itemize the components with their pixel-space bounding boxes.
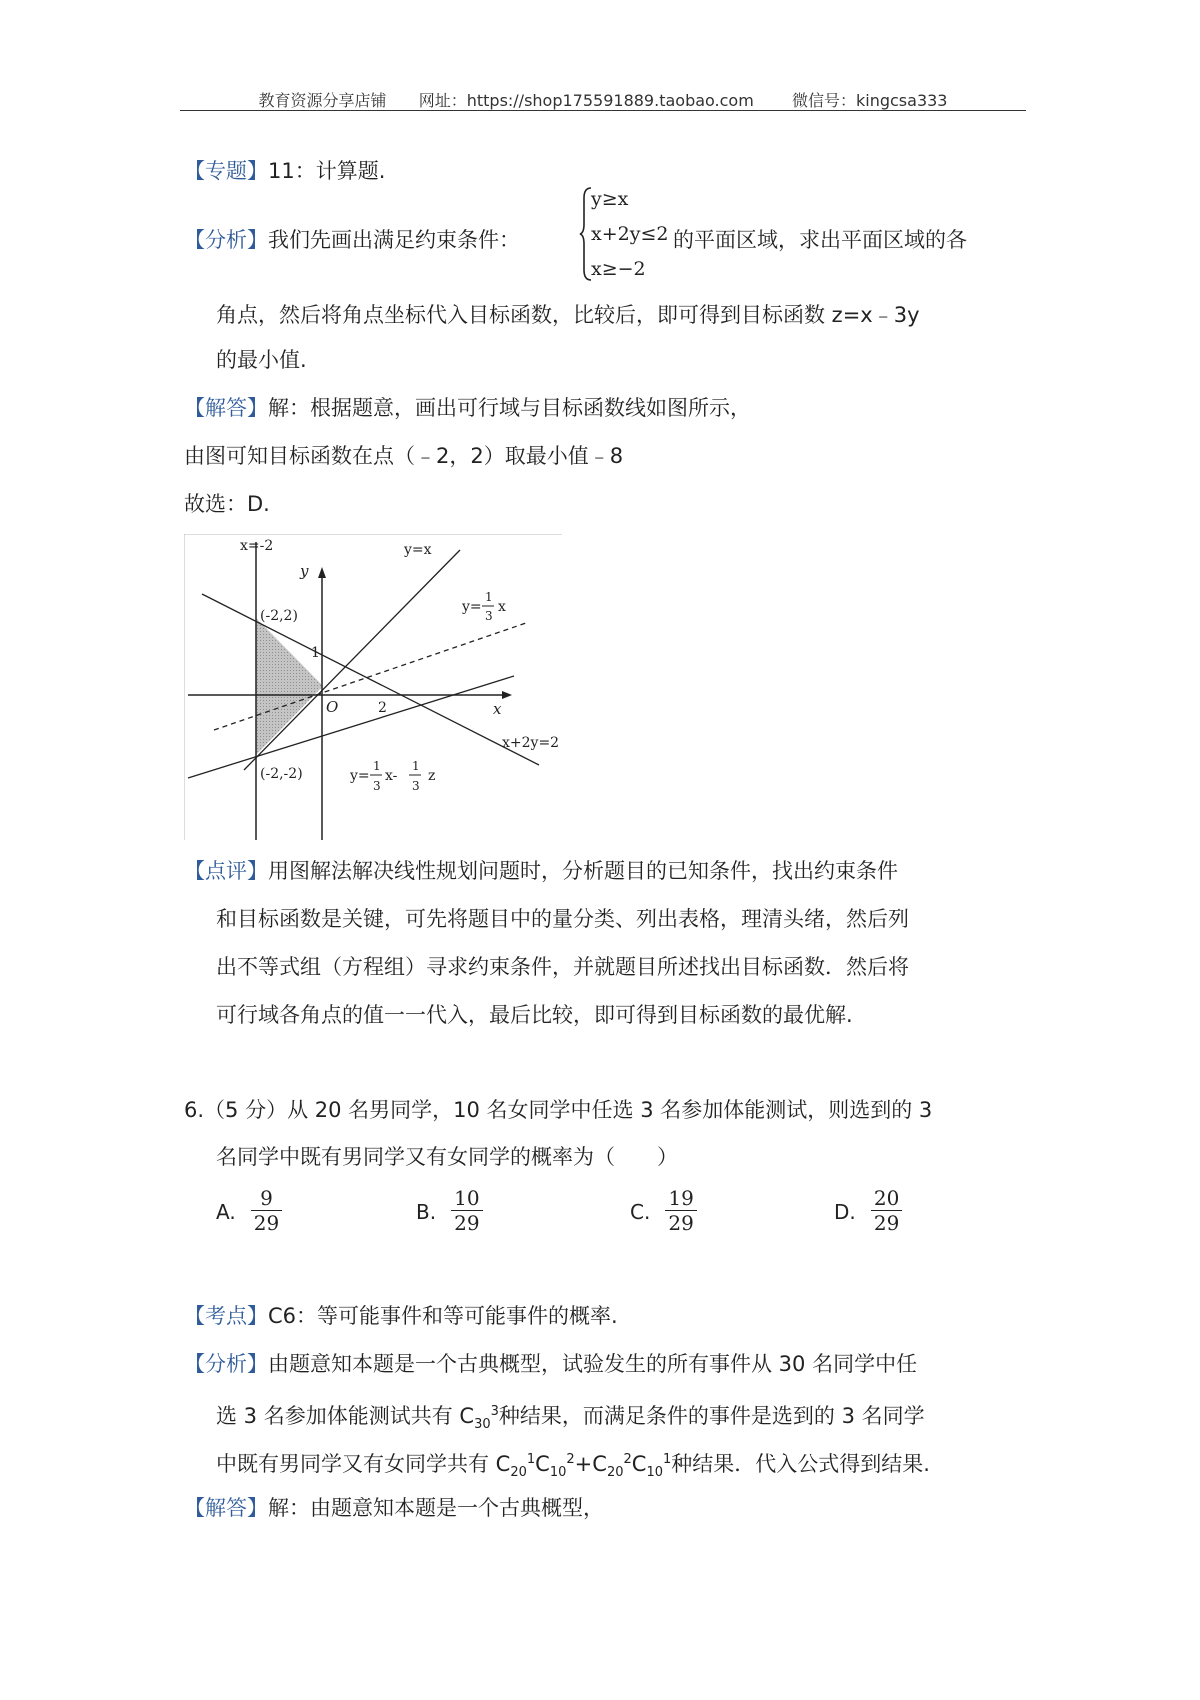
analysis-tag: 【分析】 xyxy=(184,228,268,252)
constraint-3: x≥−2 xyxy=(591,258,646,280)
q6-analysis-tag: 【分析】 xyxy=(184,1352,268,1376)
option-a-fraction xyxy=(251,1186,282,1235)
q6-analysis-text-3b: 种结果．代入公式得到结果. xyxy=(671,1452,930,1476)
label-dashed-frac-num: 1 xyxy=(485,590,493,604)
q6-analysis-text-2a: 选 3 名参加体能测试共有 C xyxy=(216,1404,475,1428)
option-c[interactable] xyxy=(630,1186,697,1235)
label-origin: O xyxy=(326,698,339,716)
wechat-label: 微信号： xyxy=(791,91,856,110)
constraint-1: y≥x xyxy=(591,188,629,210)
analysis-text-3: 的最小值. xyxy=(216,348,307,372)
c20-sup-2: 2 xyxy=(623,1452,632,1467)
answer-line-1 xyxy=(184,393,751,423)
answer-text-1: 解：根据题意，画出可行域与目标函数线如图所示， xyxy=(268,396,751,420)
q6-stem-1: 6.（5 分）从 20 名男同学，10 名女同学中任选 3 名参加体能测试，则选到的 3 xyxy=(184,1098,933,1122)
comment-text-2: 和目标函数是关键，可先将题目中的量分类、列出表格，理清头绪，然后列 xyxy=(216,907,909,931)
q6-analysis-text-2b: 种结果，而满足条件的事件是选到的 3 名同学 xyxy=(498,1404,925,1428)
constraint-2: x+2y≤2 xyxy=(591,223,669,245)
analysis-text-1b: 的平面区域，求出平面区域的各 xyxy=(673,228,967,252)
c20-sub-2: 20 xyxy=(606,1465,624,1481)
q6-answer-tag: 【解答】 xyxy=(184,1496,268,1520)
c20-sup-1: 1 xyxy=(526,1452,536,1467)
label-one: 1 xyxy=(311,645,320,661)
label-dashed-prefix: y= xyxy=(462,599,482,615)
answer-text-2: 由图可知目标函数在点（﹣2，2）取最小值﹣8 xyxy=(184,444,624,468)
label-dashed-x: x xyxy=(498,599,506,615)
kaodian-line xyxy=(184,1301,618,1331)
q6-analysis-line-1 xyxy=(184,1349,917,1379)
option-a-letter: A. xyxy=(216,1200,236,1224)
analysis-text-2: 角点，然后将角点坐标代入目标函数，比较后，即可得到目标函数 z=x﹣3y xyxy=(216,303,920,327)
comment-text-1: 用图解法解决线性规划问题时，分析题目的已知条件，找出约束条件 xyxy=(268,859,898,883)
option-d-den: 29 xyxy=(873,1211,900,1235)
comment-line-1 xyxy=(184,856,898,886)
q6-answer-line-1 xyxy=(184,1493,604,1523)
option-a[interactable] xyxy=(216,1186,282,1235)
comment-tag: 【点评】 xyxy=(184,859,268,883)
option-d-letter: D. xyxy=(834,1200,856,1224)
comment-text-4: 可行域各角点的值一一代入，最后比较，即可得到目标函数的最优解. xyxy=(216,1003,853,1027)
option-c-den: 29 xyxy=(668,1211,694,1235)
option-b-den: 29 xyxy=(454,1211,480,1235)
q6-analysis-line-3: 中既有男同学又有女同学共有 $C_{20}^1C_{10}^2+C_{20}^2C_{10}^1$种结果．代入公式得到结果. xyxy=(216,1452,930,1481)
c10-sub-1: 10 xyxy=(549,1465,567,1481)
q6-stem-2: 名同学中既有男同学又有女同学的概率为（ ） xyxy=(216,1145,678,1169)
label-two: 2 xyxy=(378,700,387,716)
shop-name: 教育资源分享店铺 xyxy=(258,91,387,110)
q6-answer-text-1: 解：由题意知本题是一个古典概型， xyxy=(268,1496,604,1520)
analysis-line-1 xyxy=(184,225,520,255)
url-label: 网址： xyxy=(418,91,467,110)
option-d[interactable] xyxy=(834,1186,902,1235)
comment-text-3: 出不等式组（方程组）寻求约束条件，并就题目所述找出目标函数．然后将 xyxy=(216,955,909,979)
label-point-bottom: (-2,-2) xyxy=(260,766,303,782)
wechat-id: kingcsa333 xyxy=(856,91,948,110)
graph-svg xyxy=(184,534,562,840)
option-a-den: 29 xyxy=(253,1211,280,1235)
plus-sign: + xyxy=(574,1452,593,1476)
q6-options xyxy=(216,1186,936,1242)
c30-sub: 30 xyxy=(474,1417,491,1433)
option-b-letter: B. xyxy=(416,1200,437,1224)
option-b[interactable] xyxy=(416,1186,483,1235)
c10-sub-2: 10 xyxy=(646,1465,663,1481)
label-dashed-frac-den: 3 xyxy=(485,609,493,623)
label-y-eq-x: y=x xyxy=(404,542,432,558)
label-obj-z: z xyxy=(428,768,436,784)
c30-sup: 3 xyxy=(490,1404,499,1419)
answer-text-3: 故选：D. xyxy=(184,492,270,516)
label-obj-mid: x- xyxy=(385,768,398,784)
graph-background xyxy=(184,534,562,840)
topic-tag: 【专题】 xyxy=(184,159,268,183)
label-x-axis: x xyxy=(493,700,502,718)
header-rule xyxy=(180,110,1026,111)
option-b-num: 10 xyxy=(451,1186,482,1211)
kaodian-tag: 【考点】 xyxy=(184,1304,268,1328)
label-y-axis: y xyxy=(300,562,309,580)
answer-tag: 【解答】 xyxy=(184,396,268,420)
topic-line xyxy=(184,156,385,186)
option-d-fraction xyxy=(871,1186,902,1235)
label-obj-prefix: y= xyxy=(350,768,370,784)
c10-sup-2: 2 xyxy=(566,1452,575,1467)
q6-analysis-text-3a: 中既有男同学又有女同学共有 C xyxy=(216,1452,511,1476)
option-d-num: 20 xyxy=(871,1186,902,1211)
option-c-fraction xyxy=(665,1186,696,1235)
option-c-letter: C. xyxy=(630,1200,651,1224)
label-obj-frac1-num: 1 xyxy=(373,759,381,773)
analysis-text-1: 我们先画出满足约束条件： xyxy=(268,228,520,252)
option-b-fraction xyxy=(451,1186,482,1235)
label-line-c: x+2y=2 xyxy=(502,735,560,751)
option-c-num: 19 xyxy=(665,1186,696,1211)
label-obj-frac2-num: 1 xyxy=(412,759,420,773)
c20-sub-1: 20 xyxy=(510,1465,527,1481)
kaodian-text: C6：等可能事件和等可能事件的概率. xyxy=(268,1304,618,1328)
label-obj-frac2-den: 3 xyxy=(412,779,420,793)
feasible-region-graph xyxy=(184,534,562,840)
shop-url[interactable]: https://shop175591889.taobao.com xyxy=(466,91,754,110)
page-header xyxy=(180,88,1026,111)
option-a-num: 9 xyxy=(251,1186,282,1211)
q6-analysis-line-2 xyxy=(216,1397,925,1440)
topic-text: 11：计算题. xyxy=(268,159,386,183)
label-point-top: (-2,2) xyxy=(260,608,298,624)
q6-analysis-text-1: 由题意知本题是一个古典概型，试验发生的所有事件从 30 名同学中任 xyxy=(268,1352,918,1376)
label-obj-frac1-den: 3 xyxy=(373,779,381,793)
label-x-neg2: x=-2 xyxy=(240,538,274,554)
c10-sup-1: 1 xyxy=(663,1452,672,1467)
